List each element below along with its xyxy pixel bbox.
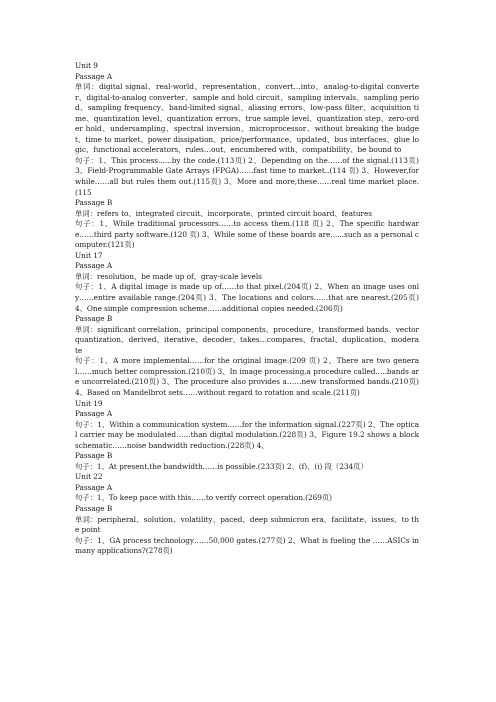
sentences-paragraph: 句子：1、While traditional processors……to access them.(118 页) 2、The specific hardware……third party software.(120 页) 3、While some of these boards are......such as a personal computer.(121页) <box>75 219 419 250</box>
unit-19-heading: Unit 19 <box>75 398 103 408</box>
sentences-paragraph: 句子：1、A more implemental……for the original image.(209 页) 2、There are two general……much better compression.(210页) 3、In image processing,a procedure called.....bands are uncorrelated.(210页) 3、The procedure also provides a……new transformed bands.(210页) 4、Based on Mandelbrot sets……without regard to rotation and scale.(211页) <box>75 356 419 397</box>
sentences-paragraph: 句子：1、Within a communication system……for the information signal.(227页) 2、The optical carrier may be modulated……than digital modulation.(228页) 3、Figure 19.2 shows a block schematic……noise bandwidth reduction.(228页) 4、 <box>75 419 419 450</box>
vocabulary-paragraph: 单词：resolution、be made up of、gray-scale levels <box>75 271 262 281</box>
unit-17-heading: Unit 17 <box>75 250 103 260</box>
passage-a-heading: Passage A <box>75 71 113 81</box>
vocabulary-paragraph: 单词：peripheral、solution、volatility、paced、deep submicron era、facilitate、issues、to the point <box>75 514 419 535</box>
sentences-paragraph: 句子：1、A digital image is made up of……to that pixel.(204页) 2、When an image uses only……entire available range.(204页) 3、The locations and colors……that are nearest.(205页) 4、One simple compression scheme……additional copies needed.(206页) <box>75 282 419 313</box>
passage-a-heading: Passage A <box>75 482 113 492</box>
vocabulary-paragraph: 单词：digital signal、real-world、representation、convert…into、analog-to-digital converter、digital-to-analog converter、sample and hold circuit、sampling intervals、sampling period、sampling frequency、band-limited signal、aliasing errors、low-pass filter、acquisition time、quantization level、quantization errors、true sample level、quantization step、zero-order hold、undersampling、spectral inversion、microprocessor、without breaking the budget、time to market、power dissipation、price/performance、updated、bus interfaces、glue logic、functional accelerators、rules…out、encumbered with、compatibility、be bound to <box>75 82 419 155</box>
passage-a-heading: Passage A <box>75 409 113 419</box>
sentences-paragraph: 句子：1、GA process technology……50,000 gates.(277页) 2、What is fueling the ……ASICs in many applications?(278页) <box>75 535 419 556</box>
sentences-paragraph: 句子：1、At present,the bandwidth……is possible.(233页) 2、(f)、(i) 段（234页） <box>75 461 368 471</box>
sentences-paragraph: 句子：1、This process......by the code.(113页) 2、Depending on the……of the signal.(113页) 3、Field-Programmable Gate Arrays (FPGA)……fast time to market..(114 页) 3、However,for while……all but rules them out.(115页) 3、More and more,these……real time market place.(115 <box>75 155 419 197</box>
passage-b-heading: Passage B <box>75 503 113 513</box>
passage-b-heading: Passage B <box>75 198 113 208</box>
unit-22-heading: Unit 22 <box>75 472 103 482</box>
vocabulary-paragraph: 单词：significant correlation、principal components、procedure、transformed bands、vector quantization、derived、iterative、decoder、takes…compares、fractal、duplication、moderate <box>75 324 419 355</box>
sentences-paragraph: 句子：1、To keep pace with this……to verify correct operation.(269页) <box>75 493 332 503</box>
passage-b-heading: Passage B <box>75 451 113 461</box>
passage-b-heading: Passage B <box>75 314 113 324</box>
passage-a-heading: Passage A <box>75 261 113 271</box>
unit-9-heading: Unit 9 <box>75 61 98 70</box>
document-body <box>75 61 419 557</box>
vocabulary-paragraph: 单词：refers to、integrated circuit、incorporate、printed circuit board、features <box>75 208 372 218</box>
